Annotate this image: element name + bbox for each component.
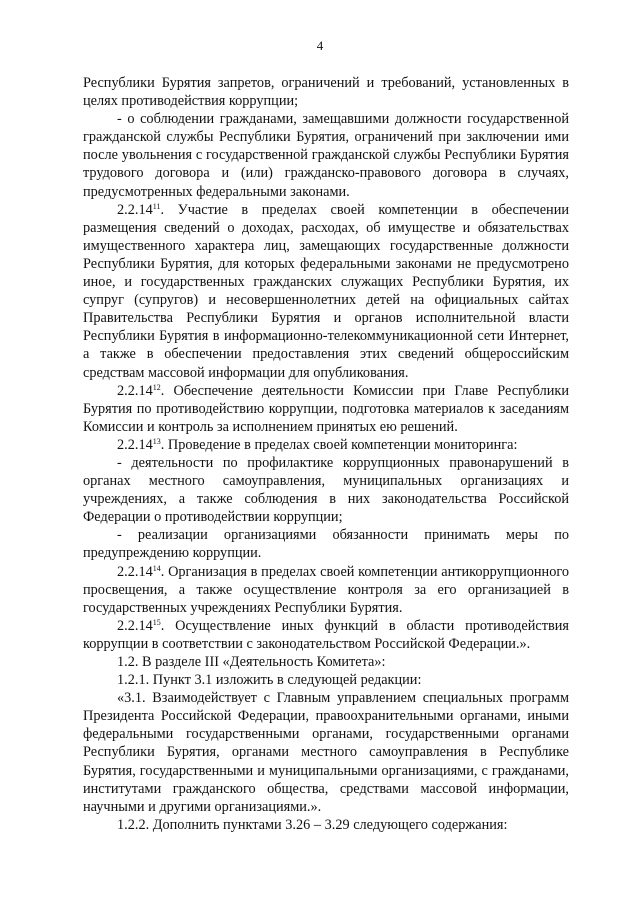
paragraph-text: . Обеспечение деятельности Комиссии при Главе Республики Бурятия по противодействию коррупции, подготовка материалов к заседаниям Комиссии и контроль за исполнением принятых ею решений. [83,382,569,435]
paragraph [83,671,569,689]
clause-number: 2.2.14 [117,382,153,399]
paragraph [83,526,569,562]
paragraph [83,436,569,454]
clause-superscript: 12 [152,382,161,392]
clause-number: 2.2.14 [117,563,153,580]
paragraph-text: 1.2. В разделе III «Деятельность Комитета»: [117,654,386,670]
clause-superscript: 14 [152,563,161,573]
paragraph [83,816,569,834]
paragraph-text: Республики Бурятия запретов, ограничений и требований, установленных в целях противодействия коррупции; [83,75,569,110]
paragraph-text: . Участие в пределах своей компетенции в обеспечении размещения сведений о доходах, расходах, об имуществе и обязательствах имущественного характера лиц, замещающих государственные должности Республики Бурятия, для которых федеральными законами не предусмотрено иное, и государственных гражданских служащих Республики Бурятия, их супруг (супругов) и несовершеннолетних детей на официальных сайтах Правительства Республики Бурятия и органов исполнительной власти Республики Бурятия в информационно-телекоммуникационной сети Интернет, а также в обеспечении предоставления этих сведений общероссийским средствам массовой информации для опубликования. [83,201,569,381]
paragraph [83,454,569,526]
paragraph-text: 1.2.2. Дополнить пунктами 3.26 – 3.29 следующего содержания: [117,816,508,833]
page-number: 4 [316,38,324,53]
clause-superscript: 15 [152,617,161,627]
clause-superscript: 13 [152,436,161,446]
clause-number: 2.2.14 [117,201,153,218]
paragraph-text: - о соблюдении гражданами, замещавшими должности государственной гражданской службы Республики Бурятия, ограничений при заключении ими после увольнения с государственной гражданской службы Республики Бурятия трудового договора и (или) гражданско-правового договора в случаях, предусмотренных федеральными законами. [83,111,569,200]
paragraph-text: 1.2.1. Пункт 3.1 изложить в следующей редакции: [117,672,422,689]
paragraph-text: . Проведение в пределах своей компетенции мониторинга: [160,436,518,453]
paragraph [83,74,569,110]
paragraph [83,563,569,617]
paragraph [83,689,569,816]
clause-superscript: 11 [152,201,161,211]
clause-number: 2.2.14 [117,436,153,453]
paragraph [83,382,569,436]
paragraph-text: «3.1. Взаимодействует с Главным управлением специальных программ Президента Российской Федерации, правоохранительными органами, иными федеральными государственными органами, государственными органами Республики Бурятия, органами местного самоуправления в Республике Бурятия, государственными и муниципальными организациями, с гражданами, институтами гражданского общества, средствами массовой информации, научными и другими организациями.». [83,690,569,815]
paragraph [83,201,569,382]
clause-number: 2.2.14 [117,617,153,634]
document-body [83,74,569,834]
paragraph-text: . Организация в пределах своей компетенции антикоррупционного просвещения, а также осуществление контроля за его организацией в государственных учреждениях Республики Бурятия. [83,563,569,616]
paragraph [83,653,569,671]
paragraph-text: . Осуществление иных функций в области противодействия коррупции в соответствии с законодательством Российской Федерации.». [83,617,569,652]
paragraph [83,617,569,653]
paragraph-text: - реализации организациями обязанности принимать меры по предупреждению коррупции. [83,527,569,562]
paragraph [83,110,569,200]
paragraph-text: - деятельности по профилактике коррупционных правонарушений в органах местного самоуправления, муниципальных организациях и учреждениях, а также соблюдения в них законодательства Российской Федерации о противодействии коррупции; [83,454,569,526]
